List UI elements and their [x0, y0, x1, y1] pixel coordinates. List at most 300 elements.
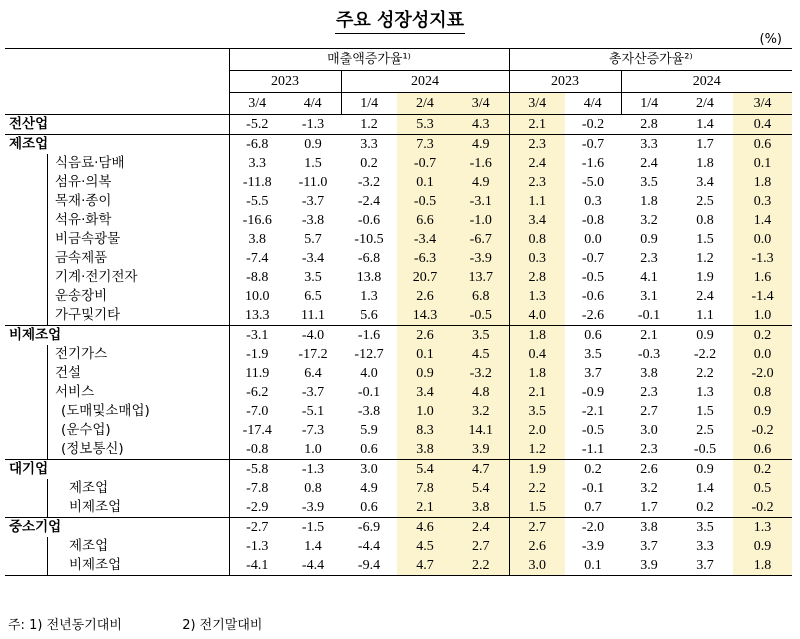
cell-value: -6.3 — [397, 249, 453, 268]
cell-value: 2.3 — [509, 173, 565, 192]
cell-value: 0.6 — [733, 135, 792, 155]
cell-value: 2.3 — [640, 385, 658, 400]
cell-value: 7.3 — [397, 135, 453, 155]
table-row — [5, 326, 792, 346]
cell-value: -6.8 — [357, 251, 381, 266]
cell-value: -0.2 — [581, 117, 605, 132]
asset-year-2024: 2024 — [621, 71, 792, 93]
cell-value: -2.7 — [229, 518, 285, 538]
cell-value: 0.2 — [696, 500, 714, 515]
cell-value: 1.0 — [397, 402, 453, 421]
cell-value: 2.8 — [509, 268, 565, 287]
cell-value: 3.3 — [341, 135, 397, 155]
cell-value: 3.3 — [229, 154, 285, 173]
cell-value: -2.2 — [693, 347, 717, 362]
quarter-header: 3/4 — [733, 93, 792, 115]
row-label: 석유·화학 — [5, 211, 229, 230]
header-row-year — [5, 71, 792, 93]
cell-value: -2.0 — [733, 364, 792, 383]
cell-value: -17.4 — [229, 421, 285, 440]
cell-value: -3.7 — [301, 194, 325, 209]
cell-value: -0.5 — [397, 192, 453, 211]
row-label: 비제조업 — [5, 326, 229, 346]
cell-value: -7.0 — [229, 402, 285, 421]
cell-value: 0.1 — [397, 173, 453, 192]
cell-value: 2.6 — [621, 460, 677, 480]
cell-value: 1.8 — [696, 156, 714, 171]
footnote-prefix: 주: — [8, 618, 25, 633]
row-label: 전산업 — [9, 116, 49, 132]
cell-value: 0.7 — [584, 500, 602, 515]
cell-value: 2.8 — [640, 117, 658, 132]
cell-value: 1.3 — [509, 287, 565, 306]
table-row — [5, 345, 792, 364]
cell-value: 0.1 — [565, 556, 621, 576]
cell-value: 0.6 — [360, 442, 378, 457]
cell-value: 1.8 — [733, 173, 792, 192]
cell-value: 3.4 — [509, 211, 565, 230]
table-row — [5, 135, 792, 155]
cell-value: 14.1 — [453, 421, 509, 440]
cell-value: -3.8 — [301, 213, 325, 228]
table-row — [5, 154, 792, 173]
cell-value: 4.9 — [453, 135, 509, 155]
quarter-header: 1/4 — [341, 93, 397, 115]
cell-value: 0.6 — [360, 500, 378, 515]
cell-value: 1.7 — [677, 135, 733, 155]
row-label: 서비스 — [5, 383, 229, 402]
cell-value: 2.7 — [453, 537, 509, 556]
cell-value: 0.8 — [696, 213, 714, 228]
table-row — [5, 460, 792, 480]
header-row-quarter — [5, 93, 792, 115]
table-row — [5, 383, 792, 402]
cell-value: -4.1 — [229, 556, 285, 576]
footnote — [8, 614, 262, 633]
cell-value: 5.4 — [453, 479, 509, 498]
quarter-header: 3/4 — [229, 93, 285, 115]
cell-value: 0.1 — [397, 345, 453, 364]
cell-value: -16.6 — [229, 211, 285, 230]
cell-value: 0.3 — [733, 192, 792, 211]
cell-value: 4.5 — [397, 537, 453, 556]
cell-value: 1.1 — [509, 192, 565, 211]
cell-value: 4.6 — [397, 518, 453, 538]
cell-value: 3.5 — [453, 326, 509, 346]
cell-value: 1.0 — [733, 306, 792, 326]
cell-value: -0.5 — [453, 306, 509, 326]
quarter-header: 4/4 — [565, 93, 621, 115]
cell-value: 20.7 — [397, 268, 453, 287]
cell-value: 0.9 — [733, 402, 792, 421]
cell-value: 6.4 — [304, 366, 322, 381]
quarter-header: 2/4 — [397, 93, 453, 115]
cell-value: -5.1 — [301, 404, 325, 419]
cell-value: 0.1 — [733, 154, 792, 173]
cell-value: -11.0 — [298, 175, 328, 190]
row-label: 비제조업 — [5, 556, 229, 576]
cell-value: 3.9 — [621, 556, 677, 576]
cell-value: 0.4 — [509, 345, 565, 364]
cell-value: 7.8 — [397, 479, 453, 498]
cell-value: -5.8 — [229, 460, 285, 480]
cell-value: 0.0 — [584, 232, 602, 247]
cell-value: 3.7 — [640, 539, 658, 554]
cell-value: 1.3 — [733, 518, 792, 538]
table-row — [5, 211, 792, 230]
row-label: 제조업 — [5, 537, 229, 556]
cell-value: 1.4 — [733, 211, 792, 230]
cell-value: -0.6 — [581, 289, 605, 304]
cell-value: -6.9 — [341, 518, 397, 538]
cell-value: 3.8 — [397, 440, 453, 460]
cell-value: 1.8 — [640, 194, 658, 209]
cell-value: 4.7 — [453, 460, 509, 480]
cell-value: 3.4 — [696, 175, 714, 190]
sales-year-2024: 2024 — [341, 71, 509, 93]
cell-value: 0.3 — [509, 249, 565, 268]
cell-value: 3.2 — [640, 213, 658, 228]
table-row — [5, 115, 792, 135]
cell-value: 1.2 — [509, 440, 565, 460]
cell-value: 5.3 — [397, 115, 453, 135]
cell-value: -0.5 — [581, 270, 605, 285]
cell-value: 1.8 — [509, 326, 565, 346]
row-label: 식음료·담배 — [5, 154, 229, 173]
cell-value: -3.4 — [397, 230, 453, 249]
cell-value: 3.5 — [304, 270, 322, 285]
cell-value: 2.1 — [509, 383, 565, 402]
cell-value: 13.3 — [229, 306, 285, 326]
cell-value: -1.1 — [581, 442, 605, 457]
cell-value: 1.3 — [360, 289, 378, 304]
cell-value: 2.3 — [640, 251, 658, 266]
cell-value: 6.8 — [453, 287, 509, 306]
cell-value: -0.1 — [581, 481, 605, 496]
table-row — [5, 249, 792, 268]
cell-value: 0.6 — [733, 440, 792, 460]
cell-value: 6.5 — [304, 289, 322, 304]
cell-value: 0.0 — [733, 230, 792, 249]
cell-value: 2.6 — [397, 326, 453, 346]
cell-value: 5.4 — [397, 460, 453, 480]
cell-value: -5.2 — [229, 115, 285, 135]
cell-value: -7.4 — [229, 249, 285, 268]
cell-value: -3.1 — [453, 192, 509, 211]
growth-indicator-table — [5, 48, 792, 576]
cell-value: 3.0 — [341, 460, 397, 480]
cell-value: 2.4 — [696, 289, 714, 304]
cell-value: 5.6 — [360, 308, 378, 323]
row-label: 목재·종이 — [5, 192, 229, 211]
cell-value: 2.2 — [453, 556, 509, 576]
cell-value: 5.9 — [360, 423, 378, 438]
cell-value: 3.2 — [453, 402, 509, 421]
cell-value: -10.5 — [354, 232, 384, 247]
table-row — [5, 192, 792, 211]
cell-value: 3.1 — [640, 289, 658, 304]
row-label: 금속제품 — [5, 249, 229, 268]
cell-value: -4.4 — [357, 539, 381, 554]
table-row — [5, 479, 792, 498]
cell-value: 1.2 — [696, 251, 714, 266]
cell-value: -1.9 — [229, 345, 285, 364]
cell-value: 1.0 — [304, 442, 322, 457]
cell-value: -1.3 — [285, 460, 341, 480]
cell-value: 2.4 — [509, 154, 565, 173]
cell-value: 3.3 — [621, 135, 677, 155]
cell-value: 1.8 — [509, 364, 565, 383]
table-title: 주요 성장성지표 — [0, 6, 800, 34]
cell-value: 3.5 — [509, 402, 565, 421]
cell-value: 2.6 — [509, 537, 565, 556]
row-label: 제조업 — [5, 479, 229, 498]
row-label: 가구및기타 — [5, 306, 229, 326]
cell-value: -3.1 — [229, 326, 285, 346]
cell-value: 0.2 — [360, 156, 378, 171]
cell-value: 13.8 — [356, 270, 382, 285]
cell-value: -0.8 — [229, 440, 285, 460]
cell-value: -1.3 — [301, 117, 325, 132]
cell-value: 2.5 — [696, 194, 714, 209]
cell-value: -4.4 — [285, 556, 341, 576]
cell-value: 8.3 — [397, 421, 453, 440]
cell-value: 0.9 — [640, 232, 658, 247]
cell-value: -5.0 — [581, 175, 605, 190]
cell-value: 3.3 — [696, 539, 714, 554]
cell-value: 1.2 — [360, 117, 378, 132]
cell-value: -6.7 — [453, 230, 509, 249]
cell-value: 0.8 — [304, 481, 322, 496]
cell-value: 4.1 — [640, 270, 658, 285]
cell-value: 3.8 — [621, 518, 677, 538]
cell-value: -12.7 — [354, 347, 384, 362]
cell-value: -6.8 — [229, 135, 285, 155]
cell-value: -1.5 — [285, 518, 341, 538]
table-row — [5, 402, 792, 421]
cell-value: 0.9 — [677, 326, 733, 346]
cell-value: -6.2 — [229, 383, 285, 402]
cell-value: 2.6 — [397, 287, 453, 306]
table-row — [5, 230, 792, 249]
cell-value: 0.2 — [733, 326, 792, 346]
cell-value: 0.4 — [733, 115, 792, 135]
cell-value: -11.8 — [229, 173, 285, 192]
cell-value: 0.9 — [733, 537, 792, 556]
cell-value: 10.0 — [229, 287, 285, 306]
cell-value: 0.5 — [733, 479, 792, 498]
cell-value: 4.7 — [397, 556, 453, 576]
row-label: (운수업) — [5, 421, 229, 440]
row-label: 건설 — [5, 364, 229, 383]
cell-value: 4.9 — [360, 481, 378, 496]
table-row — [5, 556, 792, 576]
quarter-header: 3/4 — [509, 93, 565, 115]
asset-year-2023: 2023 — [509, 71, 621, 93]
cell-value: 3.2 — [640, 481, 658, 496]
cell-value: -2.0 — [565, 518, 621, 538]
header-row-metric — [5, 49, 792, 71]
cell-value: 3.4 — [397, 383, 453, 402]
cell-value: -3.9 — [453, 249, 509, 268]
cell-value: -0.7 — [581, 251, 605, 266]
cell-value: 2.5 — [696, 423, 714, 438]
row-label: (도매및소매업) — [5, 402, 229, 421]
cell-value: -0.5 — [693, 442, 717, 457]
cell-value: 1.1 — [696, 308, 714, 323]
cell-value: 3.8 — [229, 230, 285, 249]
cell-value: -2.6 — [581, 308, 605, 323]
cell-value: -0.1 — [637, 308, 661, 323]
cell-value: -4.0 — [285, 326, 341, 346]
cell-value: -17.2 — [298, 347, 328, 362]
table-row — [5, 421, 792, 440]
cell-value: 13.7 — [453, 268, 509, 287]
table-row — [5, 364, 792, 383]
cell-value: -0.7 — [397, 154, 453, 173]
cell-value: 11.9 — [229, 364, 285, 383]
cell-value: 3.5 — [640, 175, 658, 190]
cell-value: 4.0 — [360, 366, 378, 381]
cell-value: -3.9 — [301, 500, 325, 515]
cell-value: 2.7 — [640, 404, 658, 419]
table-row — [5, 498, 792, 518]
cell-value: 1.9 — [509, 460, 565, 480]
cell-value: -2.9 — [229, 498, 285, 518]
row-label: 제조업 — [5, 135, 229, 155]
cell-value: -0.9 — [581, 385, 605, 400]
cell-value: 0.9 — [285, 135, 341, 155]
table-row — [5, 518, 792, 538]
cell-value: -7.8 — [229, 479, 285, 498]
cell-value: -0.5 — [581, 423, 605, 438]
row-label: 중소기업 — [5, 518, 229, 538]
cell-value: 1.5 — [304, 156, 322, 171]
cell-value: 6.6 — [397, 211, 453, 230]
cell-value: 14.3 — [397, 306, 453, 326]
table-row — [5, 537, 792, 556]
cell-value: 2.2 — [696, 366, 714, 381]
asset-growth-header: 총자산증가율²⁾ — [509, 49, 792, 71]
cell-value: 2.7 — [509, 518, 565, 538]
cell-value: 1.5 — [696, 404, 714, 419]
cell-value: 2.0 — [509, 421, 565, 440]
row-label: 비제조업 — [5, 498, 229, 518]
cell-value: -1.6 — [341, 326, 397, 346]
cell-value: 4.5 — [453, 345, 509, 364]
cell-value: 1.6 — [733, 268, 792, 287]
cell-value: 4.3 — [453, 115, 509, 135]
quarter-header: 4/4 — [285, 93, 341, 115]
cell-value: -3.8 — [357, 404, 381, 419]
cell-value: -2.1 — [581, 404, 605, 419]
cell-value: 3.0 — [640, 423, 658, 438]
table-row — [5, 268, 792, 287]
row-label: 섬유·의복 — [5, 173, 229, 192]
cell-value: -1.4 — [733, 287, 792, 306]
cell-value: 4.0 — [509, 306, 565, 326]
sales-growth-header: 매출액증가율¹⁾ — [229, 49, 509, 71]
cell-value: 2.4 — [453, 518, 509, 538]
cell-value: 0.9 — [677, 460, 733, 480]
footnote-2: 2) 전기말대비 — [182, 618, 263, 633]
cell-value: 1.5 — [696, 232, 714, 247]
cell-value: 3.7 — [677, 556, 733, 576]
cell-value: 1.4 — [304, 539, 322, 554]
table-row — [5, 440, 792, 460]
cell-value: 1.7 — [640, 500, 658, 515]
cell-value: 2.3 — [640, 442, 658, 457]
quarter-header: 2/4 — [677, 93, 733, 115]
row-label: 대기업 — [5, 460, 229, 480]
cell-value: -0.3 — [637, 347, 661, 362]
cell-value: 2.3 — [509, 135, 565, 155]
cell-value: -3.7 — [301, 385, 325, 400]
cell-value: -3.2 — [453, 364, 509, 383]
cell-value: 1.9 — [696, 270, 714, 285]
cell-value: 0.3 — [584, 194, 602, 209]
cell-value: 1.4 — [696, 117, 714, 132]
cell-value: -5.5 — [229, 192, 285, 211]
cell-value: -3.2 — [357, 175, 381, 190]
cell-value: 3.5 — [677, 518, 733, 538]
cell-value: -1.6 — [453, 154, 509, 173]
cell-value: 0.6 — [565, 326, 621, 346]
cell-value: -0.6 — [357, 213, 381, 228]
cell-value: 2.2 — [509, 479, 565, 498]
cell-value: -0.2 — [733, 421, 792, 440]
cell-value: 2.1 — [621, 326, 677, 346]
cell-value: 1.5 — [509, 498, 565, 518]
cell-value: 3.0 — [509, 556, 565, 576]
footnote-1: 1) 전년동기대비 — [29, 618, 122, 633]
cell-value: 0.8 — [733, 383, 792, 402]
table-row — [5, 173, 792, 192]
cell-value: -3.9 — [581, 539, 605, 554]
quarter-header: 3/4 — [453, 93, 509, 115]
cell-value: -1.0 — [453, 211, 509, 230]
cell-value: -0.7 — [565, 135, 621, 155]
cell-value: -1.3 — [229, 537, 285, 556]
cell-value: -1.3 — [733, 249, 792, 268]
cell-value: 0.8 — [509, 230, 565, 249]
cell-value: -0.8 — [581, 213, 605, 228]
cell-value: -7.3 — [301, 423, 325, 438]
cell-value: 0.2 — [733, 460, 792, 480]
cell-value: 4.8 — [453, 383, 509, 402]
cell-value: -9.4 — [341, 556, 397, 576]
cell-value: -3.4 — [301, 251, 325, 266]
cell-value: 0.9 — [397, 364, 453, 383]
cell-value: -8.8 — [229, 268, 285, 287]
row-label: 비금속광물 — [5, 230, 229, 249]
cell-value: 0.0 — [733, 345, 792, 364]
cell-value: 3.8 — [640, 366, 658, 381]
unit-label: (%) — [759, 32, 782, 47]
cell-value: -0.1 — [357, 385, 381, 400]
cell-value: 4.9 — [453, 173, 509, 192]
cell-value: 2.4 — [640, 156, 658, 171]
cell-value: 3.5 — [584, 347, 602, 362]
cell-value: 2.1 — [397, 498, 453, 518]
cell-value: 1.8 — [733, 556, 792, 576]
row-label: 기계·전기전자 — [5, 268, 229, 287]
row-label: 전기가스 — [5, 345, 229, 364]
cell-value: -0.2 — [733, 498, 792, 518]
cell-value: 3.7 — [584, 366, 602, 381]
cell-value: 3.8 — [453, 498, 509, 518]
cell-value: 1.3 — [696, 385, 714, 400]
